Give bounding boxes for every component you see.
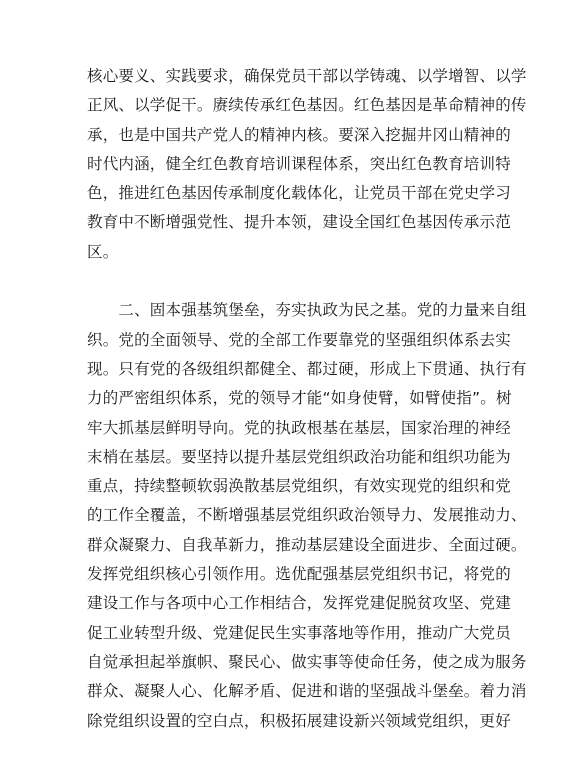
text-line: 群众、凝聚人心、化解矛盾、促进和谐的坚强战斗堡垒。着力消 — [87, 682, 527, 701]
text-line: 促工业转型升级、党建促民生实事落地等作用，推动广大党员 — [87, 623, 511, 642]
text-line: 色，推进红色基因传承制度化载体化，让党员干部在党史学习 — [87, 184, 511, 203]
text-line: 正风、以学促干。赓续传承红色基因。红色基因是革命精神的传 — [87, 96, 527, 115]
text-line: 核心要义、实践要求，确保党员干部以学铸魂、以学增智、以学 — [87, 67, 527, 85]
text-line: 除党组织设置的空白点，积极拓展建设新兴领域党组织，更好 — [87, 711, 511, 730]
text-line: 承，也是中国共产党人的精神内核。要深入挖掘井冈山精神的 — [87, 125, 511, 144]
text-line: 织。党的全面领导、党的全部工作要靠党的坚强组织体系去实 — [87, 330, 511, 349]
text-line: 建设工作与各项中心工作相结合，发挥党建促脱贫攻坚、党建 — [87, 594, 511, 613]
text-line: 末梢在基层。要坚持以提升基层党组织政治功能和组织功能为 — [87, 447, 511, 466]
text-line: 区。 — [87, 242, 119, 261]
text-line: 教育中不断增强党性、提升本领，建设全国红色基因传承示范 — [87, 213, 511, 232]
paragraph-2 — [87, 296, 527, 735]
text-line: 时代内涵，健全红色教育培训课程体系，突出红色教育培训特 — [87, 154, 511, 173]
text-line: 重点，持续整顿软弱涣散基层党组织，有效实现党的组织和党 — [87, 477, 511, 496]
text-line: 发挥党组织核心引领作用。选优配强基层党组织书记，将党的 — [87, 565, 511, 584]
text-line: 力的严密组织体系，党的领导才能“如身使臂，如臂使指”。树 — [87, 389, 512, 408]
body-text — [87, 62, 527, 736]
text-line: 二、固本强基筑堡垒，夯实执政为民之基。党的力量来自组 — [87, 301, 527, 320]
text-line: 牢大抓基层鲜明导向。党的执政根基在基层，国家治理的神经 — [87, 418, 511, 437]
paragraph-1 — [87, 62, 527, 267]
text-line: 现。只有党的各级组织都健全、都过硬，形成上下贯通、执行有 — [87, 359, 527, 378]
text-line: 的工作全覆盖，不断增强基层党组织政治领导力、发展推动力、 — [87, 506, 527, 525]
text-line: 自觉承担起举旗帜、聚民心、做实事等使命任务，使之成为服务 — [87, 652, 527, 671]
paragraph-gap — [87, 267, 507, 296]
text-line: 群众凝聚力、自我革新力，推动基层建设全面进步、全面过硬。 — [87, 535, 527, 554]
